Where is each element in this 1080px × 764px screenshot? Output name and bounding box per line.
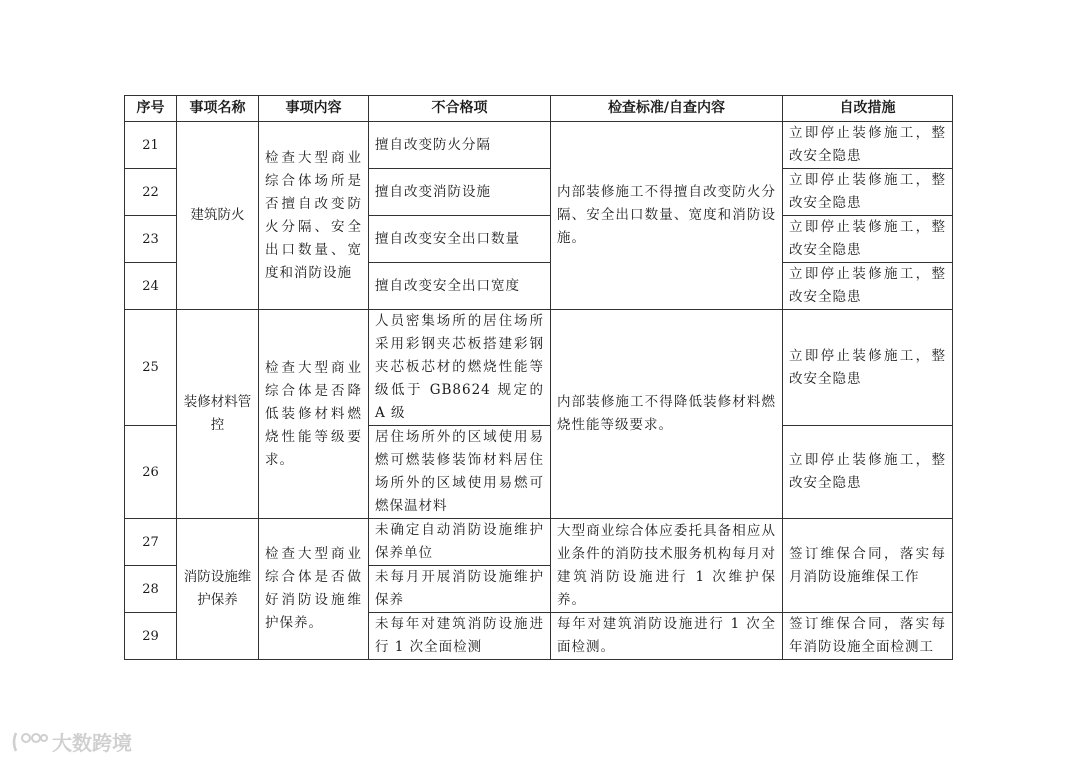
watermark-text: 大数跨境	[52, 731, 132, 755]
row-no: 26	[125, 426, 177, 519]
inspection-table	[124, 95, 953, 660]
group-name: 消防设施维护保养	[177, 519, 259, 660]
correction-measure: 立即停止装修施工，整改安全隐患	[783, 216, 953, 263]
nonconformity-item: 擅自改变安全出口宽度	[369, 263, 551, 310]
nonconformity-item: 擅自改变消防设施	[369, 169, 551, 216]
group-name: 建筑防火	[177, 122, 259, 310]
correction-measure: 立即停止装修施工，整改安全隐患	[783, 426, 953, 519]
row-no: 29	[125, 613, 177, 660]
row-no: 23	[125, 216, 177, 263]
inspection-standard: 大型商业综合体应委托具备相应从业条件的消防技术服务机构每月对建筑消防设施进行 1 次维护保养。	[551, 519, 783, 613]
correction-measure: 立即停止装修施工，整改安全隐患	[783, 310, 953, 426]
inspection-standard: 内部装修施工不得擅自改变防火分隔、安全出口数量、宽度和消防设施。	[551, 122, 783, 310]
correction-measure: 签订维保合同，落实每年消防设施全面检测工	[783, 613, 953, 660]
row-no: 24	[125, 263, 177, 310]
group-content: 检查大型商业综合体场所是否擅自改变防火分隔、安全出口数量、宽度和消防设施	[259, 122, 369, 310]
nonconformity-item: 居住场所外的区域使用易燃可燃装修装饰材料居住场所外的区域使用易燃可燃保温材料	[369, 426, 551, 519]
group-name: 装修材料管控	[177, 310, 259, 519]
group-content: 检查大型商业综合体是否做好消防设施维护保养。	[259, 519, 369, 660]
row-no: 22	[125, 169, 177, 216]
row-no: 28	[125, 566, 177, 613]
table-row	[125, 122, 953, 169]
nonconformity-item: 擅自改变防火分隔	[369, 122, 551, 169]
nonconformity-item: 未每年对建筑消防设施进行 1 次全面检测	[369, 613, 551, 660]
nonconformity-item: 人员密集场所的居住场所采用彩钢夹芯板搭建彩钢夹芯板芯材的燃烧性能等级低于 GB8624 规定的 A 级	[369, 310, 551, 426]
header-item-name: 事项名称	[177, 96, 259, 122]
header-standard: 检查标准/自查内容	[551, 96, 783, 122]
group-content: 检查大型商业综合体是否降低装修材料燃烧性能等级要求。	[259, 310, 369, 519]
row-no: 27	[125, 519, 177, 566]
header-nonconformity: 不合格项	[369, 96, 551, 122]
watermark	[10, 727, 132, 756]
table-row	[125, 310, 953, 426]
header-item-content: 事项内容	[259, 96, 369, 122]
correction-measure: 立即停止装修施工，整改安全隐患	[783, 169, 953, 216]
correction-measure: 立即停止装修施工，整改安全隐患	[783, 263, 953, 310]
nonconformity-item: 未确定自动消防设施维护保养单位	[369, 519, 551, 566]
row-no: 25	[125, 310, 177, 426]
table-header-row	[125, 96, 953, 122]
row-no: 21	[125, 122, 177, 169]
header-no: 序号	[125, 96, 177, 122]
correction-measure: 签订维保合同，落实每月消防设施维保工作	[783, 519, 953, 613]
nonconformity-item: 未每月开展消防设施维护保养	[369, 566, 551, 613]
watermark-logo-icon	[10, 729, 48, 755]
correction-measure: 立即停止装修施工，整改安全隐患	[783, 122, 953, 169]
table-row	[125, 519, 953, 566]
header-measure: 自改措施	[783, 96, 953, 122]
inspection-standard: 每年对建筑消防设施进行 1 次全面检测。	[551, 613, 783, 660]
inspection-standard: 内部装修施工不得降低装修材料燃烧性能等级要求。	[551, 310, 783, 519]
nonconformity-item: 擅自改变安全出口数量	[369, 216, 551, 263]
